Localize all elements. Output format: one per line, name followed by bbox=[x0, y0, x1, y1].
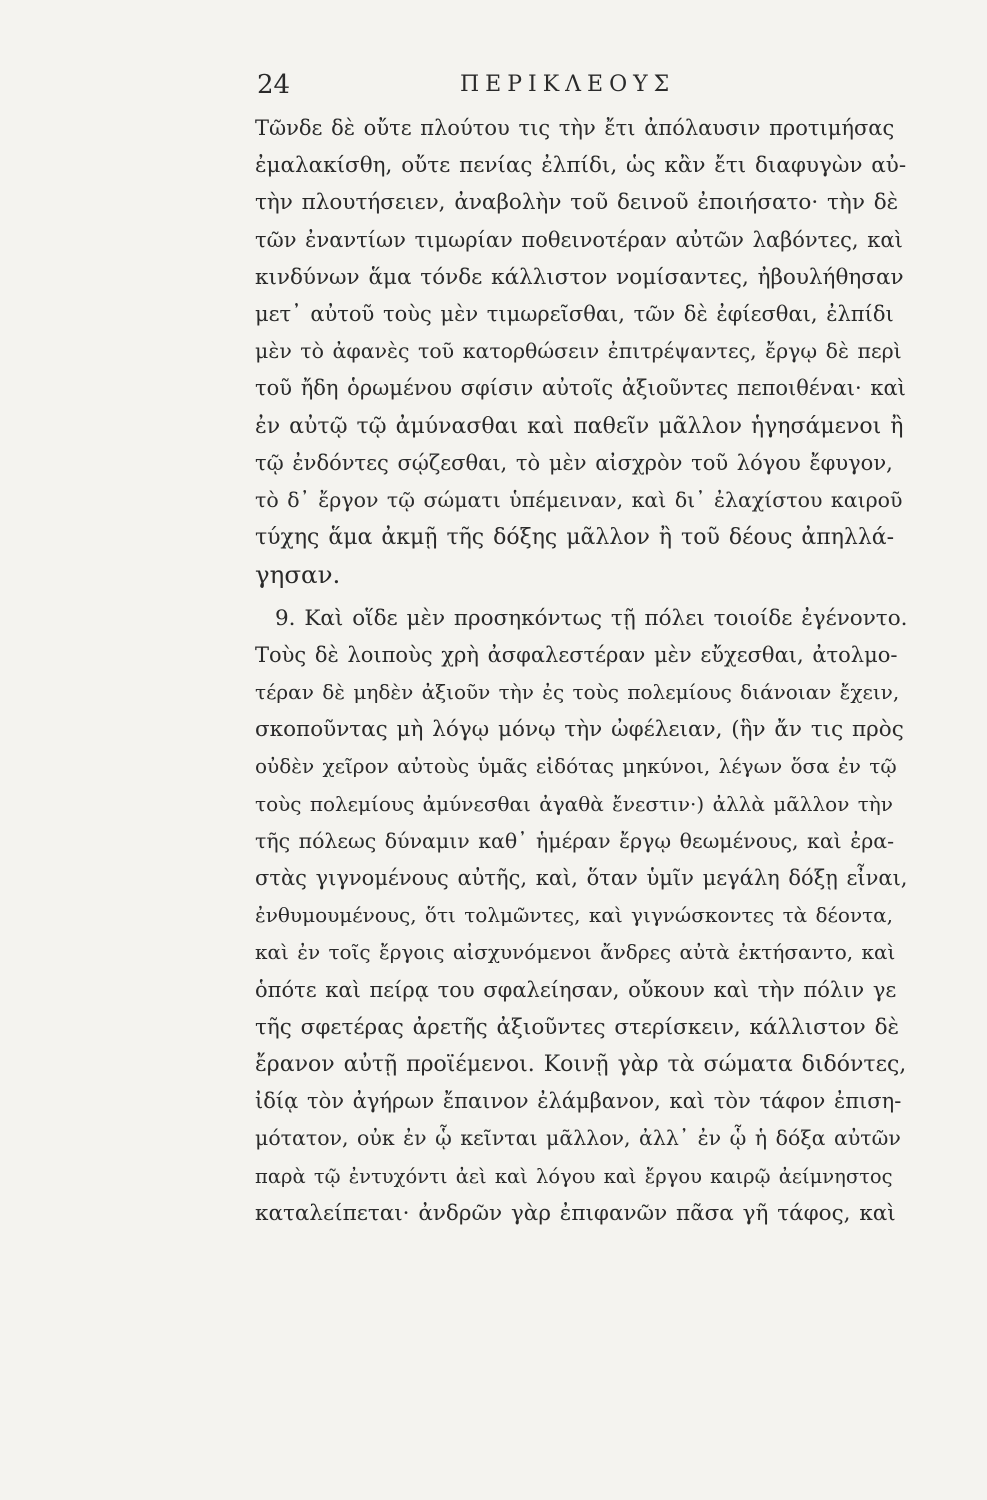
text-line: κινδύνων ἅμα τόνδε κάλλιστον νομίσαντες, ἠβουλήθησαν bbox=[255, 264, 904, 290]
text-line: σκοποῦντας μὴ λόγῳ μόνῳ τὴν ὠφέλειαν, (ἣν ἄν τις πρὸς bbox=[255, 717, 904, 743]
text-line: ὁπότε καὶ πείρᾳ του σφαλείησαν, οὔκουν καὶ τὴν πόλιν γε bbox=[255, 977, 897, 1002]
text-line: μότατον, οὐκ ἐν ᾧ κεῖνται μᾶλλον, ἀλλ᾽ ἐν ᾧ ἡ δόξα αὐτῶν bbox=[255, 1126, 901, 1151]
paragraph-2 bbox=[255, 600, 907, 1232]
text-line: καταλείπεται· ἀνδρῶν γὰρ ἐπιφανῶν πᾶσα γῆ τάφος, καὶ bbox=[255, 1200, 896, 1226]
page-number: 24 bbox=[257, 70, 291, 100]
running-title: ΠΕΡΙΚΛΕΟΥΣ bbox=[460, 72, 676, 97]
text-line: τοῦ ἤδη ὁρωμένου σφίσιν αὐτοῖς ἀξιοῦντες πεποιθέναι· καὶ bbox=[255, 376, 906, 401]
paragraph-1 bbox=[255, 110, 907, 594]
text-line: οὐδὲν χεῖρον αὐτοὺς ὑμᾶς εἰδότας μηκύνοι, λέγων ὅσα ἐν τῷ bbox=[255, 754, 897, 779]
text-line: τύχης ἅμα ἀκμῇ τῆς δόξης μᾶλλον ἢ τοῦ δέους ἀπηλλά- bbox=[255, 525, 895, 551]
text-line: τέραν δὲ μηδὲν ἀξιοῦν τὴν ἐς τοὺς πολεμίους διάνοιαν ἔχειν, bbox=[255, 680, 900, 705]
running-head bbox=[255, 70, 907, 110]
text-line: ἐνθυμουμένους, ὅτι τολμῶντες, καὶ γιγνώσκοντες τὰ δέοντα, bbox=[255, 903, 894, 928]
text-line: παρὰ τῷ ἐντυχόντι ἀεὶ καὶ λόγου καὶ ἔργου καιρῷ ἀείμνηστος bbox=[255, 1164, 893, 1188]
text-line: τῆς πόλεως δύναμιν καθ᾽ ἡμέραν ἔργῳ θεωμένους, καὶ ἐρα- bbox=[255, 828, 895, 853]
text-line: καὶ ἐν τοῖς ἔργοις αἰσχυνόμενοι ἄνδρες αὐτὰ ἐκτήσαντο, καὶ bbox=[255, 940, 896, 965]
text-line: μὲν τὸ ἀφανὲς τοῦ κατορθώσειν ἐπιτρέψαντες, ἔργῳ δὲ περὶ bbox=[255, 339, 902, 364]
text-line: τῷ ἐνδόντες σῴζεσθαι, τὸ μὲν αἰσχρὸν τοῦ λόγου ἔφυγον, bbox=[255, 450, 893, 475]
text-line: 9. Καὶ οἵδε μὲν προσηκόντως τῇ πόλει τοιοίδε ἐγένοντο. bbox=[275, 605, 908, 631]
text-line: τῶν ἐναντίων τιμωρίαν ποθεινοτέραν αὐτῶν λαβόντες, καὶ bbox=[255, 227, 903, 252]
text-line: Τοὺς δὲ λοιποὺς χρὴ ἀσφαλεστέραν μὲν εὔχεσθαι, ἀτολμο- bbox=[255, 642, 898, 667]
text-line: ἰδίᾳ τὸν ἀγήρων ἔπαινον ἐλάμβανον, καὶ τὸν τάφον ἐπιση- bbox=[255, 1089, 902, 1114]
text-line: στὰς γιγνομένους αὐτῆς, καὶ, ὅταν ὑμῖν μεγάλη δόξῃ εἶναι, bbox=[255, 866, 908, 891]
text-line: ἔρανον αὐτῇ προϊέμενοι. Κοινῇ γὰρ τὰ σώματα διδόντες, bbox=[255, 1052, 907, 1078]
text-line: μετ᾽ αὐτοῦ τοὺς μὲν τιμωρεῖσθαι, τῶν δὲ ἐφίεσθαι, ἐλπίδι bbox=[255, 302, 894, 327]
text-line: γησαν. bbox=[255, 560, 341, 590]
text-line: τὴν πλουτήσειεν, ἀναβολὴν τοῦ δεινοῦ ἐποιήσατο· τὴν δὲ bbox=[255, 190, 899, 216]
body-text bbox=[255, 110, 907, 1232]
text-line: τοὺς πολεμίους ἀμύνεσθαι ἀγαθὰ ἔνεστιν·) ἀλλὰ μᾶλλον τὴν bbox=[255, 791, 893, 816]
text-line: ἐν αὐτῷ τῷ ἀμύνασθαι καὶ παθεῖν μᾶλλον ἡγησάμενοι ἢ bbox=[255, 413, 904, 439]
text-line: τῆς σφετέρας ἀρετῆς ἀξιοῦντες στερίσκειν, κάλλιστον δὲ bbox=[255, 1014, 900, 1040]
text-line: τὸ δ᾽ ἔργον τῷ σώματι ὑπέμειναν, καὶ δι᾽ ἐλαχίστου καιροῦ bbox=[255, 488, 903, 513]
text-line: Τῶνδε δὲ οὔτε πλούτου τις τὴν ἔτι ἀπόλαυσιν προτιμήσας bbox=[255, 116, 895, 140]
text-line: ἐμαλακίσθη, οὔτε πενίας ἐλπίδι, ὡς κἂν ἔτι διαφυγὼν αὐ- bbox=[255, 153, 907, 179]
